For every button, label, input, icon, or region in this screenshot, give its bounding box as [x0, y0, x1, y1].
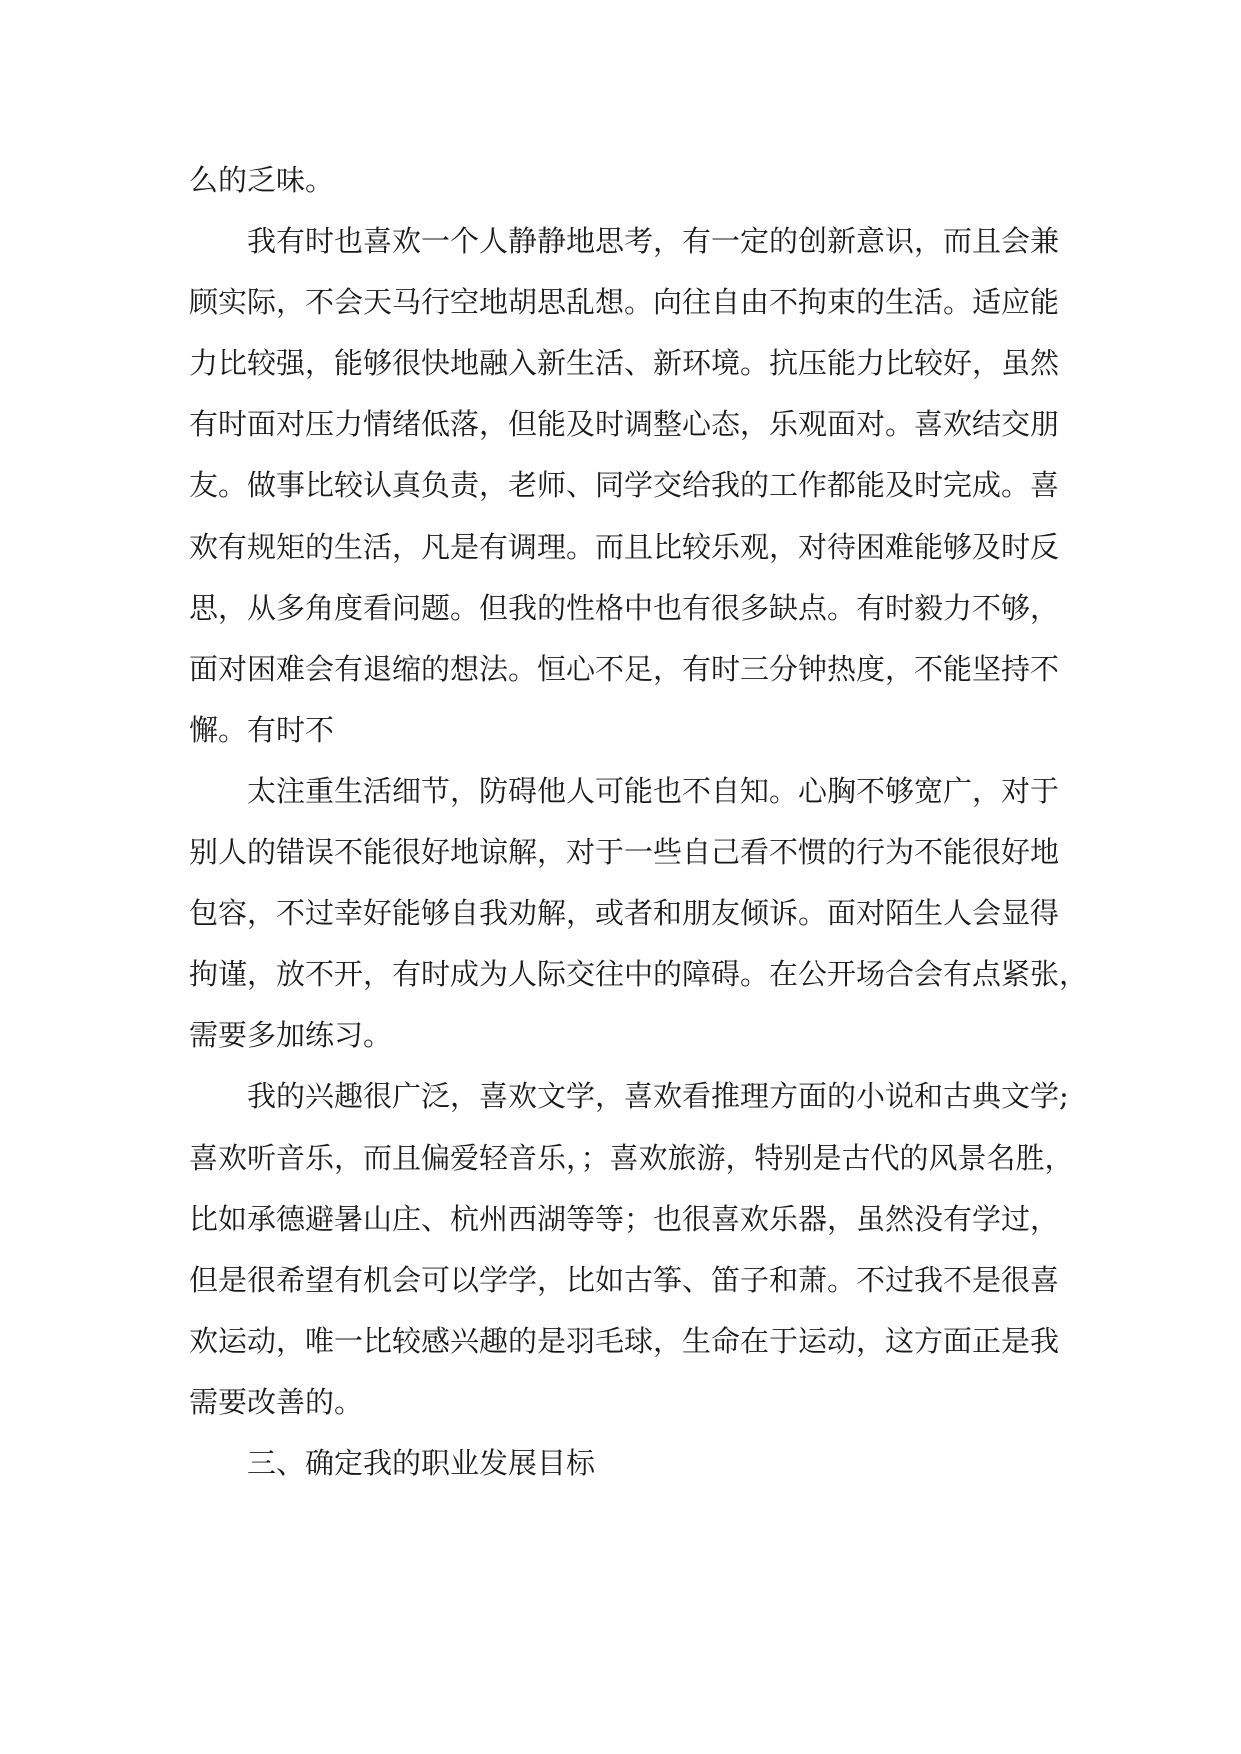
text-line: 包容，不过幸好能够自我劝解，或者和朋友倾诉。面对陌生人会显得: [189, 896, 1060, 931]
text-line: 思，从多角度看问题。但我的性格中也有很多缺点。有时毅力不够，: [189, 590, 1060, 625]
text-line: 但是很希望有机会可以学学，比如古筝、笛子和萧。不过我不是很喜: [189, 1262, 1060, 1297]
text-line: 面对困难会有退缩的想法。恒心不足，有时三分钟热度，不能坚持不: [189, 651, 1060, 686]
text-line: 么的乏味。: [189, 163, 335, 197]
paragraph-first-line: 太注重生活细节，防碍他人可能也不自知。心胸不够宽广，对于: [247, 773, 1060, 808]
paragraph-first-line: 我有时也喜欢一个人静静地思考，有一定的创新意识，而且会兼: [247, 224, 1060, 259]
text-line: 有时面对压力情绪低落，但能及时调整心态，乐观面对。喜欢结交朋: [189, 407, 1060, 442]
text-line: 拘谨，放不开，有时成为人际交往中的障碍。在公开场合会有点紧张，: [189, 957, 1089, 992]
text-line: 欢有规矩的生活，凡是有调理。而且比较乐观，对待困难能够及时反: [189, 529, 1060, 564]
paragraph-first-line: 我的兴趣很广泛，喜欢文学，喜欢看推理方面的小说和古典文学;: [247, 1079, 1069, 1114]
text-line: 需要改善的。: [189, 1384, 364, 1419]
text-line: 友。做事比较认真负责，老师、同学交给我的工作都能及时完成。喜: [189, 468, 1060, 503]
text-line: 顾实际，不会天马行空地胡思乱想。向往自由不拘束的生活。适应能: [189, 285, 1060, 320]
text-line: 需要多加练习。: [189, 1018, 393, 1053]
text-line: 比如承德避暑山庄、杭州西湖等等；也很喜欢乐器，虽然没有学过，: [189, 1201, 1060, 1236]
text-line: 喜欢听音乐，而且偏爱轻音乐，；喜欢旅游，特别是古代的风景名胜，: [189, 1140, 1074, 1175]
section-heading: 三、确定我的职业发展目标: [247, 1445, 596, 1480]
text-line: 力比较强，能够很快地融入新生活、新环境。抗压能力比较好，虽然: [189, 346, 1060, 381]
text-line: 欢运动，唯一比较感兴趣的是羽毛球，生命在于运动，这方面正是我: [189, 1323, 1060, 1358]
text-line: 别人的错误不能很好地谅解，对于一些自己看不惯的行为不能很好地: [189, 835, 1060, 870]
text-line: 懈。有时不: [189, 712, 335, 747]
document-body: [189, 150, 1089, 1494]
